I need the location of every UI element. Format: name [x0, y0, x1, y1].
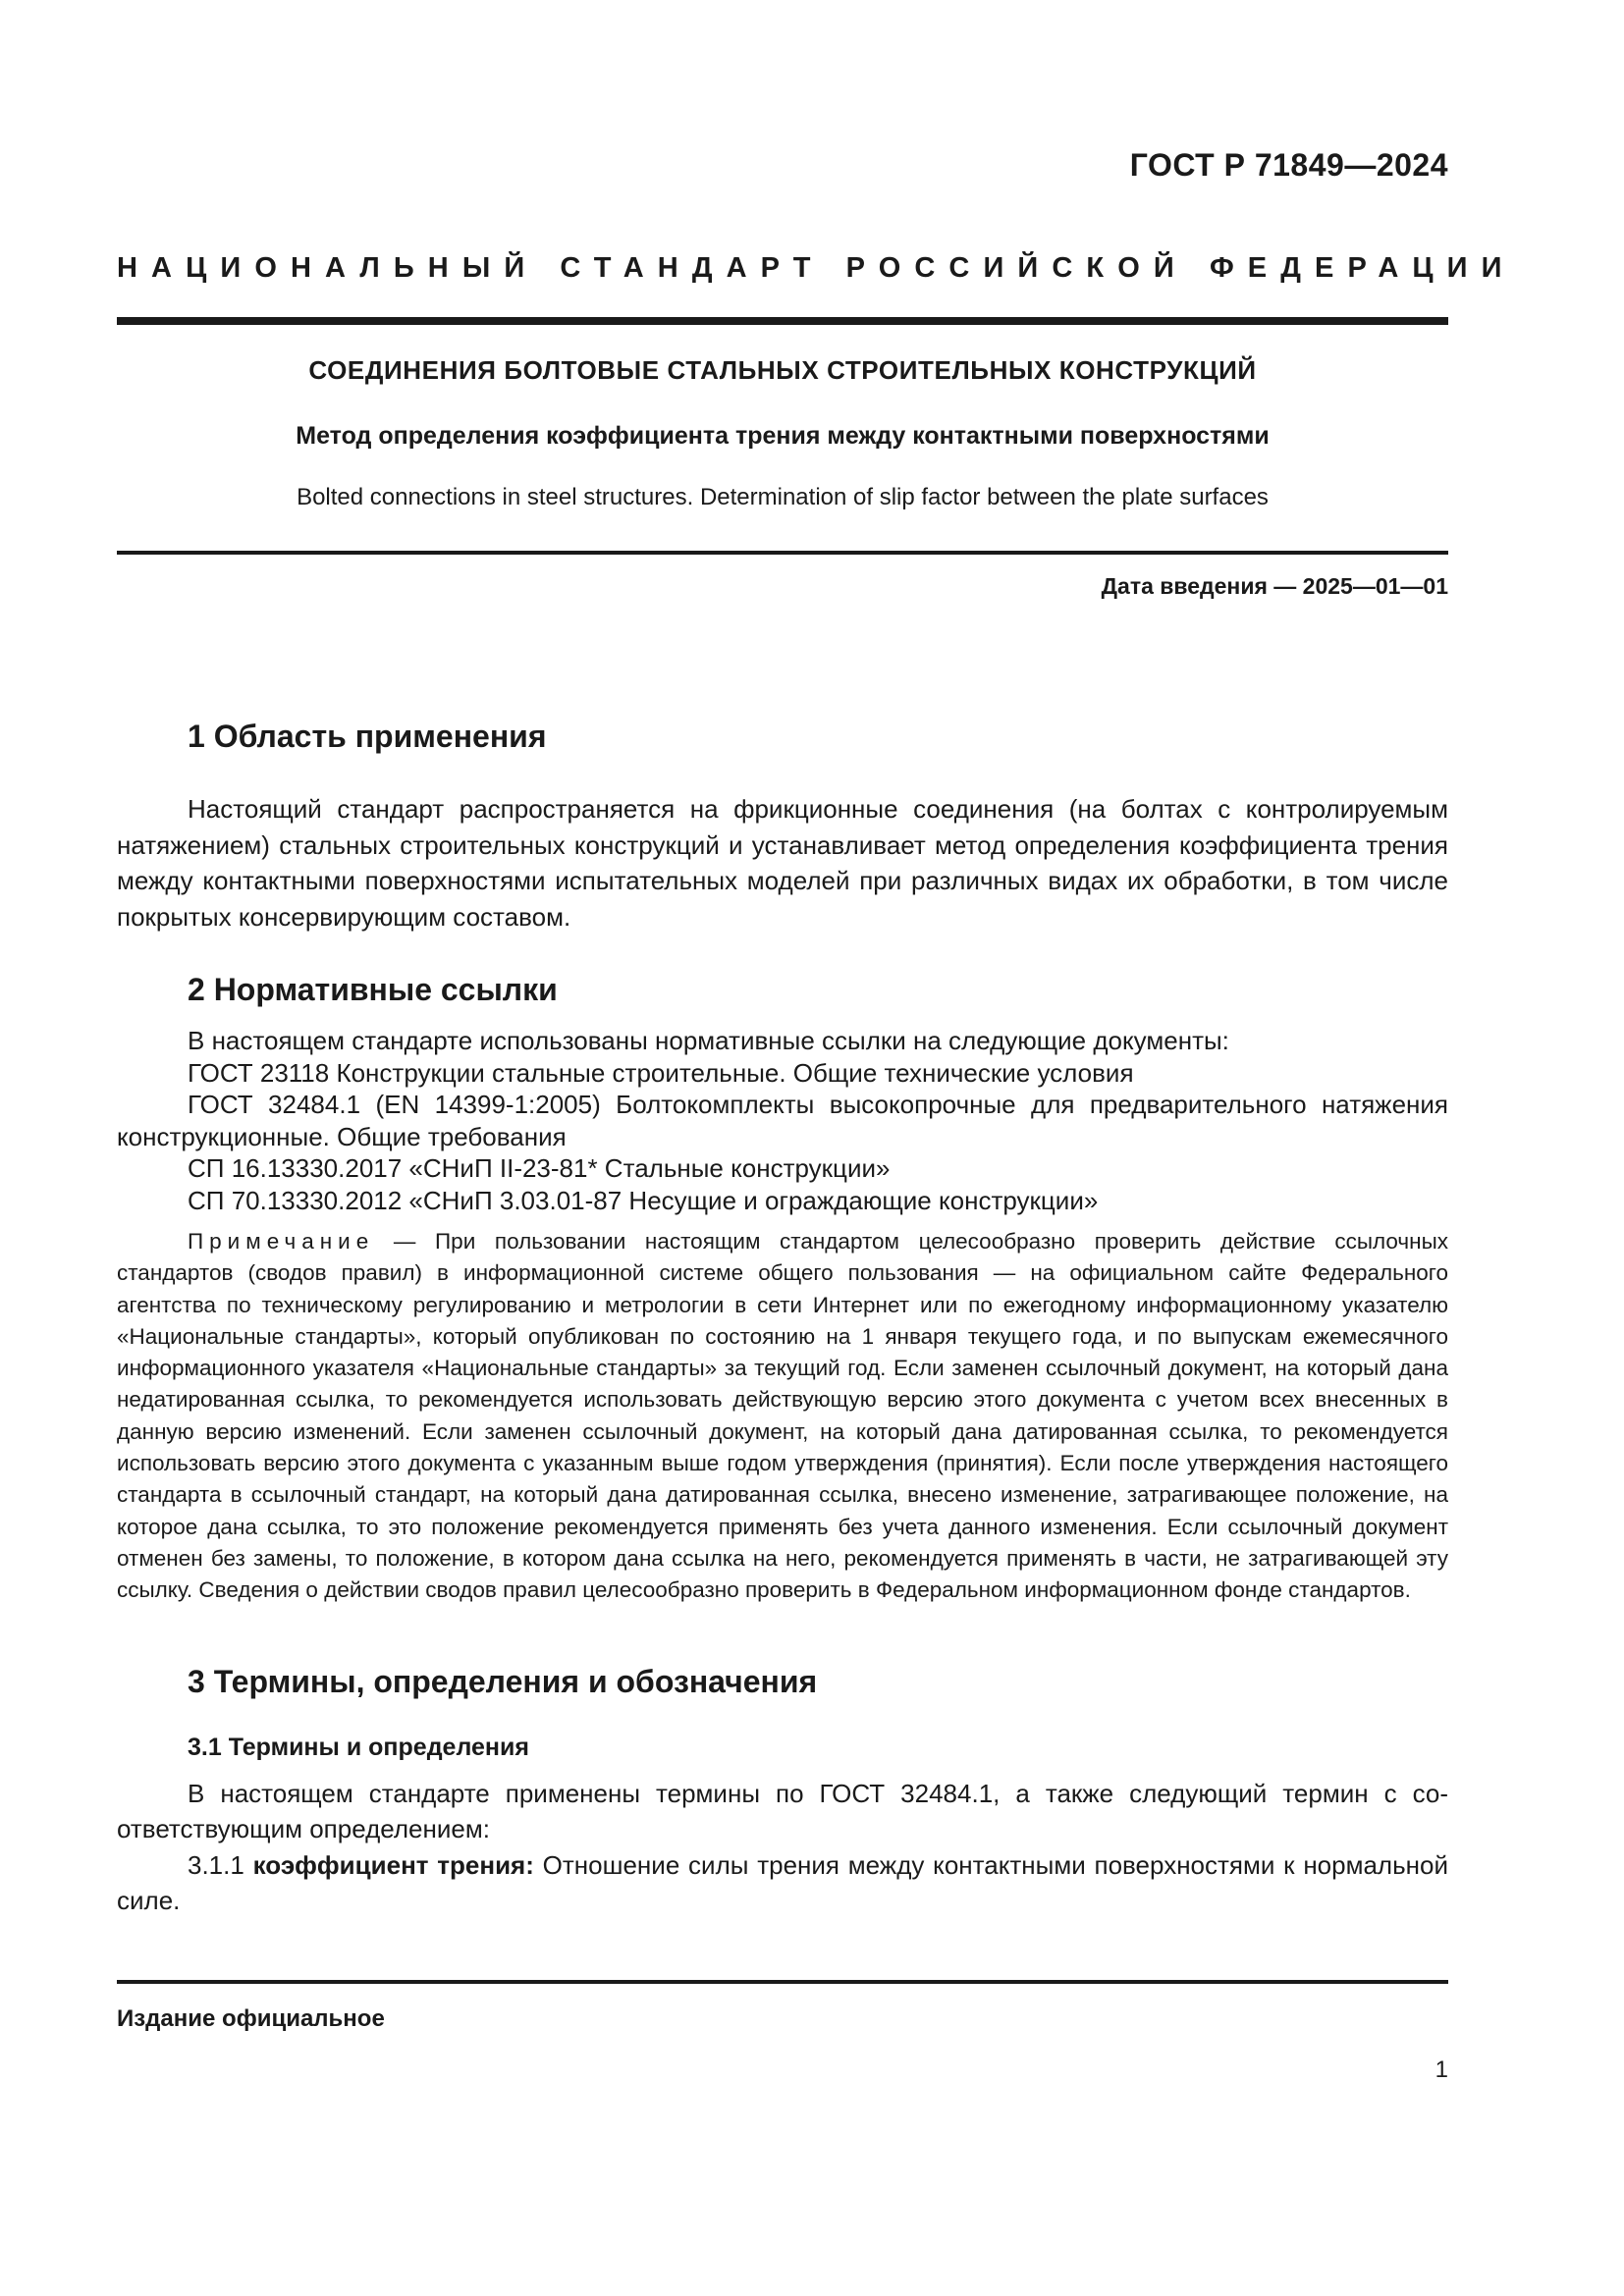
document-page	[117, 0, 1516, 2296]
official-edition-label: Издание официальное	[117, 2005, 385, 2032]
introduction-date: Дата введения — 2025—01—01	[1101, 573, 1448, 599]
national-standard-banner: НАЦИОНАЛЬНЫЙ СТАНДАРТ РОССИЙСКОЙ ФЕДЕРАЦИИ	[117, 252, 1516, 284]
section-heading: 2 Нормативные ссылки	[188, 972, 558, 1007]
reference-item: СП 70.13330.2012 «СНиП 3.03.01-87 Несущие и ограждающие конструкции»	[188, 1185, 1099, 1215]
reference-item: СП 16.13330.2017 «СНиП II-23-81* Стальные конструкции»	[188, 1153, 891, 1183]
document-body	[117, 715, 1448, 1919]
section-normative-references	[117, 968, 1448, 1607]
document-subtitle: Метод определения коэффициента трения между контактными поверхностями	[296, 422, 1270, 450]
page-number: 1	[1435, 2056, 1448, 2083]
footer-divider	[117, 1980, 1448, 1984]
english-title: Bolted connections in steel structures. Determination of slip factor between the plate surfaces	[297, 484, 1269, 510]
terms-intro: В настоящем стандарте применены термины по ГОСТ 32484.1, а также следующий термин с соответствующим определением:	[117, 1778, 1448, 1844]
term-number: 3.1.1	[188, 1849, 253, 1880]
note-label: Примечание	[188, 1229, 375, 1254]
references-intro: В настоящем стандарте использованы нормативные ссылки на следующие документы:	[188, 1026, 1229, 1055]
reference-item: ГОСТ 32484.1 (EN 14399-1:2005) Болтокомплекты высокопрочные для предварительного натяжения конструкционные. Общие требования	[117, 1090, 1448, 1151]
section-terms	[117, 1660, 1448, 1919]
section-scope	[117, 715, 1448, 934]
term-definition	[117, 1847, 1448, 1919]
term-word: коэффициент трения:	[252, 1849, 534, 1880]
note-text: — При пользовании настоящим стандартом целесообразно проверить действие ссылочных стандартов (сводов правил) в информационной системе общего пользования — на официальном сайте Федерального агентства по техническому регулированию и метрологии в сети Интернет или по ежегодному информационному указателю «Национальные стандарты», который опубликован по состоянию на 1 января текущего года, и по выпускам ежемесячного информационного указателя «Национальные стандарты» за текущий год. Если заменен ссылочный документ, на который дана недатированная ссылка, то рекомендуется использовать действующую версию этого документа с учетом всех внесенных в данную версию изменений. Если заменен ссылочный документ, на который дана датированная ссылка, то рекомендуется использовать версию этого документа с указанным выше годом утверждения (принятия). Если после утверждения настоящего стандарта в ссылочный стандарт, на который дана датированная ссылка, внесено изменение, затрагивающее положение, на которое дана ссылка, то это положение рекомендуется применять без учета данного изменения. Если ссылочный документ отменен без замены, то положение, в котором дана ссылка на него, рекомендуется применять в части, не затрагивающей эту ссылку. Сведения о действии сводов правил целесообразно проверить в Федеральном информационном фонде стандартов.	[117, 1229, 1448, 1603]
standard-number: ГОСТ Р 71849—2024	[1129, 147, 1448, 183]
note-paragraph	[117, 1226, 1448, 1607]
term-text: Отношение силы трения между контактными поверхностями к нормальной силе.	[117, 1849, 1448, 1916]
section-heading: 3 Термины, определения и обозначения	[188, 1663, 818, 1699]
title-divider	[117, 551, 1448, 555]
subsection-heading: 3.1 Термины и определения	[188, 1733, 529, 1761]
reference-item: ГОСТ 23118 Конструкции стальные строительные. Общие технические условия	[188, 1057, 1134, 1088]
document-title: СОЕДИНЕНИЯ БОЛТОВЫЕ СТАЛЬНЫХ СТРОИТЕЛЬНЫХ КОНСТРУКЦИЙ	[308, 355, 1257, 385]
header-divider	[117, 317, 1448, 325]
scope-paragraph: Настоящий стандарт распространяется на фрикционные соединения (на болтах с контролируемым натяжением) стальных строительных конструкций и устанавливает метод определения коэффициента трения между контактными поверхностями испытательных моделей при различных видах их обработки, в том числе покрытых консервирующим составом.	[117, 794, 1448, 932]
section-heading: 1 Область применения	[188, 719, 547, 754]
